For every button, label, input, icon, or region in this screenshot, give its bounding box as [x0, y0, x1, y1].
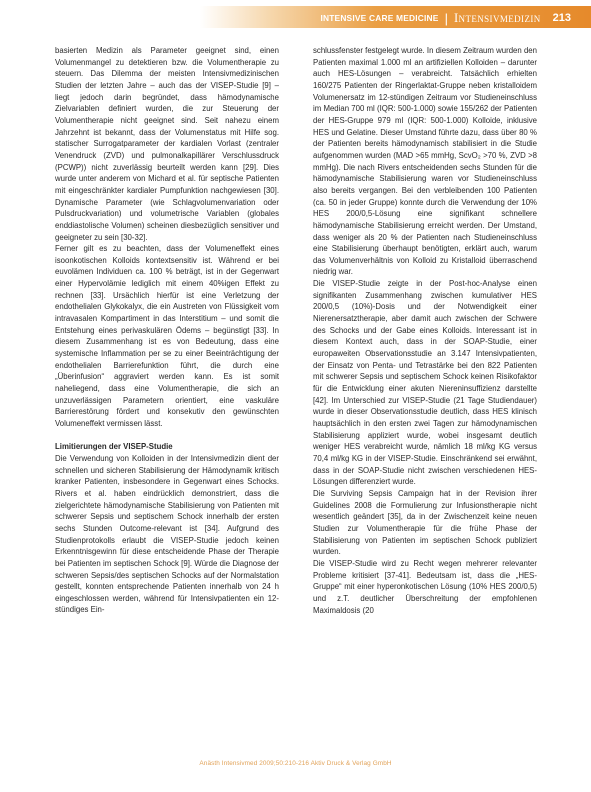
- paragraph: Die Surviving Sepsis Campaign hat in der Revision ihrer Guidelines 2008 die Formulierung zur Infusionstherapie nicht wesentlich geändert [35], da in der Zwischenzeit keine neuen Studien zur Volumentherapie für die frühe Phase der Stabilisierung von Patienten im septischen Schock publiziert wurden.: [313, 488, 537, 557]
- running-head: [320, 9, 571, 27]
- section-separator: |: [444, 10, 448, 26]
- page-footer: Anästh Intensivmed 2009;50:210-216 Aktiv Druck & Verlag GmbH: [199, 760, 392, 767]
- page-header: [0, 0, 591, 32]
- paragraph: Die VISEP-Studie wird zu Recht wegen mehrerer relevanter Probleme kritisiert [37-41]. Bedeutsam ist, dass die „HES-Gruppe“ mit einer hyperonkotischen Lösung (10% HES 200/0,5) und z.T. deutlicher Überschreitung der empfohlenen Maximaldosis (20: [313, 558, 537, 615]
- paragraph: Die VISEP-Studie zeigte in der Post-hoc-Analyse einen signifikanten Zusammenhang zwischen kumulativer HES 200/0,5 (10%)-Dosis und der Notwendigkeit einer Nierenersatztherapie, aber damit auch zwischen der Schwere des Schocks und der Gabe eines Kolloids. Interessant ist in diesem Kontext auch, dass in der SOAP-Studie, einer europaweiten Observationsstudie an 3.147 Intensivpatienten, der Einsatz von Penta- und Tetrastärke bei den 822 Patienten mit schwerer Sepsis und septischem Schock keinen Risikofaktor für die Entwicklung einer akuten Niereninsuffizienz darstellte [42]. Im Unterschied zur VISEP-Studie (21 Tage Studiendauer) wurde in dieser Observationsstudie deutlich, dass HES klinisch hauptsächlich in den ersten zwei Tagen zur hämodynamischen Stabilisierung appliziert wurde, wobei insgesamt deutlich weniger HES verabreicht wurde, nämlich 18 ml/kg KG versus 70,4 ml/kg KG in der VISEP-Studie. Einschränkend sei erwähnt, dass in der SOAP-Studie nicht zwischen verschiedenen HES-Lösungen differenziert wurde.: [313, 279, 537, 487]
- section-heading: Limitierungen der VISEP-Studie: [55, 442, 173, 452]
- paragraph: Die Verwendung von Kolloiden in der Intensivmedizin dient der schnellen und sicheren Stabilisierung der Hämodynamik kritisch kranker Patienten, insbesondere in Gegenwart eines Schocks. Rivers et al. haben eindrücklich demonstriert, dass die zielgerichtete hämodynamische Stabilisierung von Patienten mit schwerer Sepsis und septischem Schock innerhalb der ersten sechs Stunden Outcome-relevant ist [34]. Aufgrund des Studienprotokolls erlaubt die VISEP-Studie jedoch keinen Erkenntnisgewinn für diese entscheidende Phase der Therapie bei Patienten im septischen Schock [9]. Würde die Diagnose der schweren Sepsis/des septischen Schocks auf der Normalstation gestellt, konnten entsprechende Patienten innerhalb von 24 h eingeschlossen werden, während für Intensivpatienten ein 12-stündiges Ein-: [55, 453, 279, 615]
- section-title-de: Intensivmedizin: [453, 10, 541, 25]
- paragraph: basierten Medizin als Parameter geeignet sind, einen Volumenmangel zu detektieren bzw. die Volumentherapie zu steuern. Das Dilemma der meisten Intensivmedizinischen Studien der letzten Jahre – auch das der VISEP-Studie [9] – liegt jedoch darin begründet, dass hämodynamische Zielvariablen definiert wurden, die zur Steuerung der Volumentherapie nicht geeignet sind. Seit nahezu einem Jahrzehnt ist bekannt, dass der Volumenstatus mit Hilfe sog. statischer Surrogatparameter der kardialen Vorlast (zentraler Venendruck (ZVD) und pulmonalkapillärer Verschlussdruck (PCWP)) nicht zuverlässig beurteilt werden kann [29]. Dies wurde unter anderem von Michard et al. für septische Patienten mit eingeschränkter kardialer Pumpfunktion nachgewiesen [30]. Dynamische Parameter (wie Schlagvolumenvariation oder Pulsdruckvariation) und volumetrische Variablen (globales enddiastolische Volumen) scheinen diesbezüglich sensitiver und geeigneter zu sein [30-32].: [55, 46, 279, 242]
- section-title-en: INTENSIVE CARE MEDICINE: [320, 13, 439, 23]
- paragraph: Ferner gilt es zu beachten, dass der Volumeneffekt eines isoonkotischen Kolloids kontextsensitiv ist. Während er bei euvolämen Individuen ca. 100 % beträgt, ist in der Gegenwart einer Hypervolämie lediglich mit einem 40%igen Effekt zu rechnen [33]. Ursächlich hierfür ist eine Verletzung der endothelialen Glykokalyx, die ein Austreten von Flüssigkeit vom intravasalen Kompartiment in das Interstitium – und somit die Entstehung eines perivaskulären Ödems – begünstigt [33]. In diesem Zusammenhang ist es von Bedeutung, dass eine systemische Inflammation per se zu einer Beeinträchtigung der endothelialen Barrierefunktion führt, die durch eine „Überinfusion“ aggraviert werden kann. Es ist somit naheliegend, dass eine Volumentherapie, die sich an unzuverlässigen Parametern orientiert, eine vaskuläre Barrierestörung fördert und konsekutiv den gewünschten Volumeneffekt vermissen lässt.: [55, 244, 279, 428]
- text-column-left: [55, 45, 279, 616]
- page-number: 213: [552, 12, 571, 24]
- text-column-right: [313, 45, 537, 616]
- paragraph: schlussfenster festgelegt wurde. In diesem Zeitraum wurden den Patienten maximal 1.000 ml an artifiziellen Kolloiden – darunter auch HES-Lösungen – verabreicht. Tatsächlich erhielten 160/275 Patienten der Ringerlaktat-Gruppe neben kristalloidem Volumenersatz im 12-stündigen Zeitraum vor Studieneinschluss im Median 700 ml (IQR: 500-1.000) sowie 155/262 der Patienten der HES-Gruppe 979 ml (IQR: 500-1.000) Kolloide, inklusive HES und Gelatine. Dieser Umstand führte dazu, dass über 80 % der Patienten bereits hämodynamisch stabilisiert in die Studie aufgenommen wurden (MAD >65 mmHg, ScvO₂ >70 %, ZVD >8 mmHg). Die nach Rivers entscheidenden sechs Stunden für die hämodynamische Stabilisierung waren vor Studieneinschluss also bereits vergangen. Bei den verbleibenden 100 Patienten (ca. 50 in jeder Gruppe) konnte durch die Verwendung der 10% HES 200/0,5-Lösung eine signifikant schnellere hämodynamische Stabilisierung erreicht werden. Der Umstand, dass weniger als 20 % der Patienten nach Studieneinschluss eine Stabilisierung überhaupt benötigten, erklärt auch, warum das Volumenverhältnis von Kolloid zu Kristalloid überraschend niedrig war.: [313, 46, 537, 277]
